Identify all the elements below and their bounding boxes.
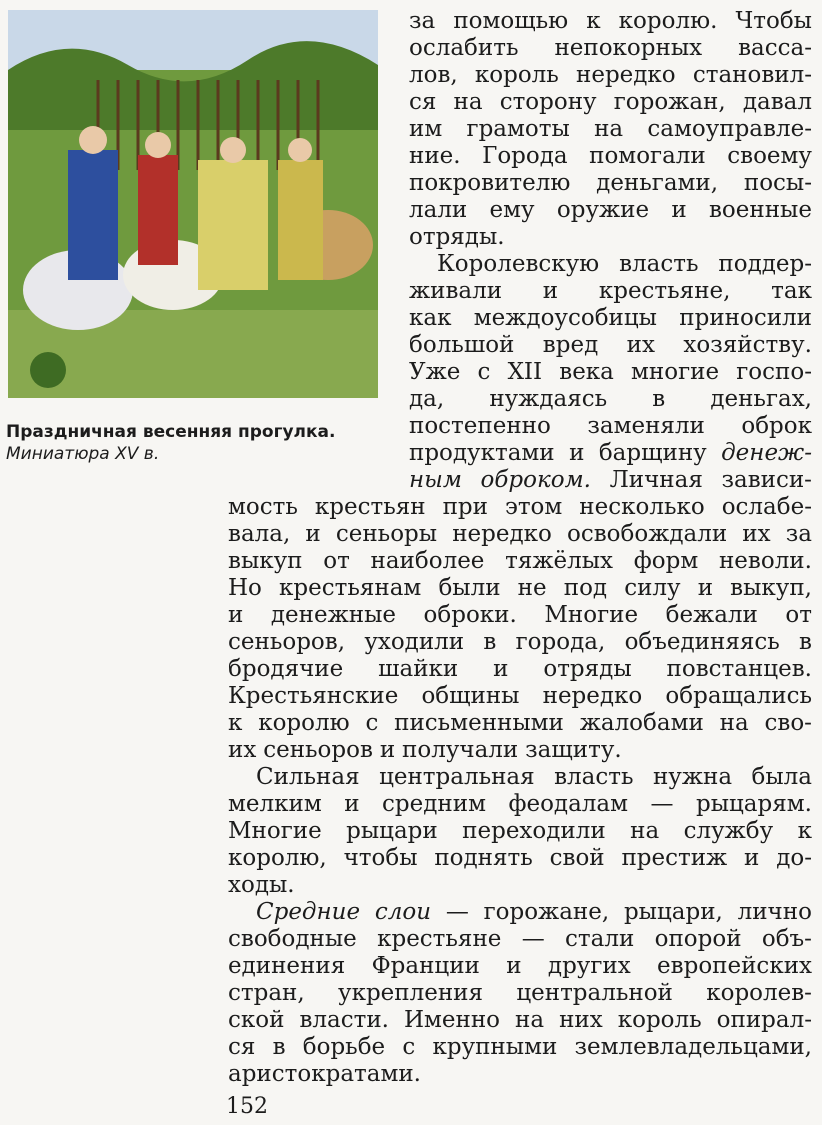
word: чтобы <box>343 845 418 871</box>
word: военные <box>708 197 812 223</box>
text-line <box>228 1061 812 1087</box>
word: и <box>344 791 360 817</box>
figure-caption <box>6 421 386 465</box>
word: защиту. <box>525 737 622 763</box>
word: Сильная <box>256 764 360 790</box>
word: аристократами. <box>228 1061 421 1087</box>
word: Личная <box>609 467 703 493</box>
word: оброк <box>741 413 812 439</box>
word: объ- <box>761 926 812 952</box>
word: хозяйству. <box>683 332 812 358</box>
word: госпо- <box>736 359 812 385</box>
word: приносили <box>679 305 812 331</box>
word: получали <box>402 737 519 763</box>
word: за <box>785 521 812 547</box>
word: европейских <box>657 953 812 979</box>
word: города, <box>515 629 606 655</box>
word: центральная <box>379 764 535 790</box>
word: многие <box>631 359 720 385</box>
word: королев- <box>706 980 812 1006</box>
word: и <box>305 521 321 547</box>
word: в <box>483 629 497 655</box>
text-line <box>437 251 812 277</box>
word: их <box>228 737 257 763</box>
word: ся <box>228 1034 256 1060</box>
word: на <box>594 116 624 142</box>
word: деньгах, <box>710 386 812 412</box>
word: королю. <box>618 8 718 34</box>
word: укрепления <box>338 980 483 1006</box>
word: от <box>323 548 350 574</box>
word: ослабе- <box>721 494 812 520</box>
text-line <box>409 332 812 358</box>
word: ему <box>489 197 535 223</box>
word: нередко <box>452 521 552 547</box>
word: выкуп, <box>730 575 812 601</box>
word: большой <box>409 332 515 358</box>
word: сторону <box>499 89 597 115</box>
word: васса- <box>738 35 812 61</box>
text-line <box>409 305 812 331</box>
word: борьбе <box>302 1034 386 1060</box>
word: этом <box>504 494 563 520</box>
word: несколько <box>579 494 705 520</box>
word: мелким <box>228 791 322 817</box>
word: свой <box>549 845 605 871</box>
word: шайки <box>378 656 459 682</box>
word: нередко <box>542 683 643 709</box>
text-line <box>228 629 812 655</box>
word: тяжёлых <box>505 548 614 574</box>
word: власти. <box>299 1007 389 1033</box>
word: других <box>547 953 631 979</box>
word: непокорных <box>554 35 703 61</box>
word: ской <box>228 1007 285 1033</box>
text-line <box>409 467 812 493</box>
word: ся <box>409 89 437 115</box>
text-line <box>228 1034 812 1060</box>
word: крестьян <box>314 494 426 520</box>
word: королю, <box>228 845 327 871</box>
text-line <box>228 710 812 736</box>
text-line <box>409 440 812 466</box>
miniature-painting-icon <box>8 10 378 398</box>
word: и <box>542 278 559 304</box>
word: опирал- <box>716 1007 812 1033</box>
word: мость <box>228 494 298 520</box>
text-line <box>228 791 812 817</box>
word: сеньоры <box>335 521 438 547</box>
word: — <box>521 926 545 952</box>
word: Франции <box>371 953 480 979</box>
word: в <box>652 386 666 412</box>
word: ослабить <box>409 35 519 61</box>
text-line <box>409 170 812 196</box>
text-line <box>256 764 812 790</box>
word: рыцари, <box>623 899 723 925</box>
word: оружие <box>556 197 650 223</box>
word: Чтобы <box>735 8 812 34</box>
word: крестьяне <box>377 926 502 952</box>
word: объединяясь <box>624 629 780 655</box>
word: бродячие <box>228 656 344 682</box>
word: поддер- <box>718 251 812 277</box>
word: феодалам <box>508 791 629 817</box>
word: и <box>379 737 396 763</box>
word: власть <box>619 251 699 277</box>
word: сво- <box>764 710 812 736</box>
word: вред <box>542 332 599 358</box>
text-line <box>409 413 812 439</box>
word: была <box>751 764 812 790</box>
word: крупными <box>432 1034 558 1060</box>
word: продуктами <box>409 440 555 466</box>
word: средним <box>382 791 486 817</box>
text-line <box>409 224 812 250</box>
word: свободные <box>228 926 357 952</box>
text-line <box>409 116 812 142</box>
text-line <box>409 8 812 34</box>
text-line <box>228 818 812 844</box>
word: и <box>671 197 687 223</box>
word: ным <box>409 467 462 493</box>
word: века <box>559 359 614 385</box>
word: единения <box>228 953 346 979</box>
text-line <box>256 899 812 925</box>
text-line <box>409 143 812 169</box>
word: к <box>228 710 243 736</box>
word: и <box>506 953 522 979</box>
caption-subtitle: Миниатюра XV в. <box>6 444 160 464</box>
word: так <box>771 278 812 304</box>
word: покровителю <box>409 170 571 196</box>
word: Города <box>482 143 568 169</box>
word: и <box>569 440 585 466</box>
word: с <box>477 359 491 385</box>
word: горожане, <box>483 899 610 925</box>
text-line <box>228 683 812 709</box>
word: к <box>586 8 601 34</box>
word: сеньоров <box>263 737 373 763</box>
text-line <box>228 494 812 520</box>
word: не <box>517 575 547 601</box>
word: королю <box>258 710 350 736</box>
word: письменными <box>394 710 564 736</box>
word: их <box>626 332 655 358</box>
word: рыцарям. <box>695 791 812 817</box>
word: слои <box>374 899 432 925</box>
caption-title: Праздничная весенняя прогулка. <box>6 422 336 442</box>
word: грамоты <box>466 116 570 142</box>
word: за <box>409 8 436 34</box>
word: Именно <box>403 1007 501 1033</box>
word: сеньоров, <box>228 629 346 655</box>
word: стран, <box>228 980 305 1006</box>
word: да, <box>409 386 445 412</box>
word: король <box>474 62 559 88</box>
word: землевладельцами, <box>574 1034 812 1060</box>
word: зависи- <box>721 467 812 493</box>
word: неволи. <box>718 548 812 574</box>
word: выкуп <box>228 548 303 574</box>
miniature-illustration <box>8 10 378 398</box>
word: переходили <box>462 818 606 844</box>
word: к <box>797 818 812 844</box>
text-line <box>409 386 812 412</box>
word: наиболее <box>370 548 485 574</box>
page-number: 152 <box>226 1094 268 1119</box>
word: — <box>445 899 469 925</box>
word: и <box>228 602 244 628</box>
word: Многие <box>544 602 639 628</box>
word: им <box>409 116 443 142</box>
word: под <box>563 575 608 601</box>
word: вала, <box>228 521 291 547</box>
word: рыцари <box>346 818 438 844</box>
word: Многие <box>228 818 322 844</box>
text-line <box>409 359 812 385</box>
word: с <box>365 710 379 736</box>
word: своему <box>727 143 812 169</box>
word: от <box>785 602 812 628</box>
word: помощью <box>453 8 569 34</box>
word: нередко <box>576 62 676 88</box>
word: посы- <box>743 170 812 196</box>
word: Уже <box>409 359 461 385</box>
text-line <box>228 845 812 871</box>
word: силу <box>624 575 681 601</box>
word: отряды <box>543 656 632 682</box>
word: лично <box>737 899 812 925</box>
word: лали <box>409 197 468 223</box>
word: на <box>719 710 749 736</box>
word: крестьяне, <box>598 278 731 304</box>
text-line <box>228 980 812 1006</box>
word: отряды. <box>409 224 505 250</box>
word: были <box>438 575 501 601</box>
word: опорой <box>654 926 742 952</box>
text-line <box>409 89 812 115</box>
word: престиж <box>621 845 728 871</box>
text-line <box>409 35 812 61</box>
text-line <box>228 602 812 628</box>
word: ние. <box>409 143 461 169</box>
word: и <box>493 656 509 682</box>
word: нужна <box>652 764 733 790</box>
word: поднять <box>434 845 533 871</box>
word: заменяли <box>587 413 705 439</box>
text-line <box>228 521 812 547</box>
word: них <box>559 1007 603 1033</box>
word: обращались <box>665 683 812 709</box>
word: денежные <box>270 602 396 628</box>
word: в <box>272 1034 286 1060</box>
word: самоуправле- <box>647 116 812 142</box>
word: крестьянам <box>279 575 422 601</box>
word: освобождали <box>566 521 728 547</box>
text-line <box>228 1007 812 1033</box>
text-line <box>228 737 812 763</box>
word: король <box>617 1007 702 1033</box>
word: давал <box>742 89 812 115</box>
word: оброки. <box>423 602 517 628</box>
text-line <box>228 953 812 979</box>
word: центральной <box>516 980 673 1006</box>
word: оброком. <box>480 467 591 493</box>
word: повстанцев. <box>666 656 812 682</box>
word: XII <box>507 359 543 385</box>
word: лов, <box>409 62 458 88</box>
word: Королевскую <box>437 251 600 277</box>
text-line <box>228 575 812 601</box>
text-line <box>228 872 812 898</box>
text-line <box>409 62 812 88</box>
word: живали <box>409 278 503 304</box>
word: горожан, <box>613 89 726 115</box>
word: жалобами <box>579 710 704 736</box>
word: в <box>799 629 812 655</box>
word: постепенно <box>409 413 551 439</box>
word: деньгами, <box>596 170 719 196</box>
word: службу <box>683 818 774 844</box>
word: Средние <box>256 899 361 925</box>
word: при <box>442 494 488 520</box>
word: до- <box>776 845 812 871</box>
text-line <box>228 548 812 574</box>
word: — <box>650 791 674 817</box>
word: как <box>409 305 452 331</box>
word: Но <box>228 575 262 601</box>
word: помогали <box>589 143 706 169</box>
word: стали <box>565 926 635 952</box>
word: с <box>402 1034 416 1060</box>
word: бежали <box>665 602 758 628</box>
word: форм <box>633 548 699 574</box>
word: их <box>742 521 771 547</box>
word: на <box>453 89 483 115</box>
word: на <box>515 1007 545 1033</box>
word: ходы. <box>228 872 295 898</box>
word: и <box>697 575 714 601</box>
word: денеж- <box>721 440 812 466</box>
word: нуждаясь <box>489 386 608 412</box>
text-line <box>409 278 812 304</box>
text-line <box>228 656 812 682</box>
word: междоусобицы <box>473 305 657 331</box>
word: уходили <box>364 629 465 655</box>
text-line <box>228 926 812 952</box>
word: Крестьянские <box>228 683 399 709</box>
word: общины <box>421 683 520 709</box>
word: на <box>630 818 660 844</box>
word: и <box>744 845 760 871</box>
word: становил- <box>692 62 812 88</box>
text-line <box>409 197 812 223</box>
word: барщину <box>598 440 707 466</box>
word: власть <box>554 764 634 790</box>
